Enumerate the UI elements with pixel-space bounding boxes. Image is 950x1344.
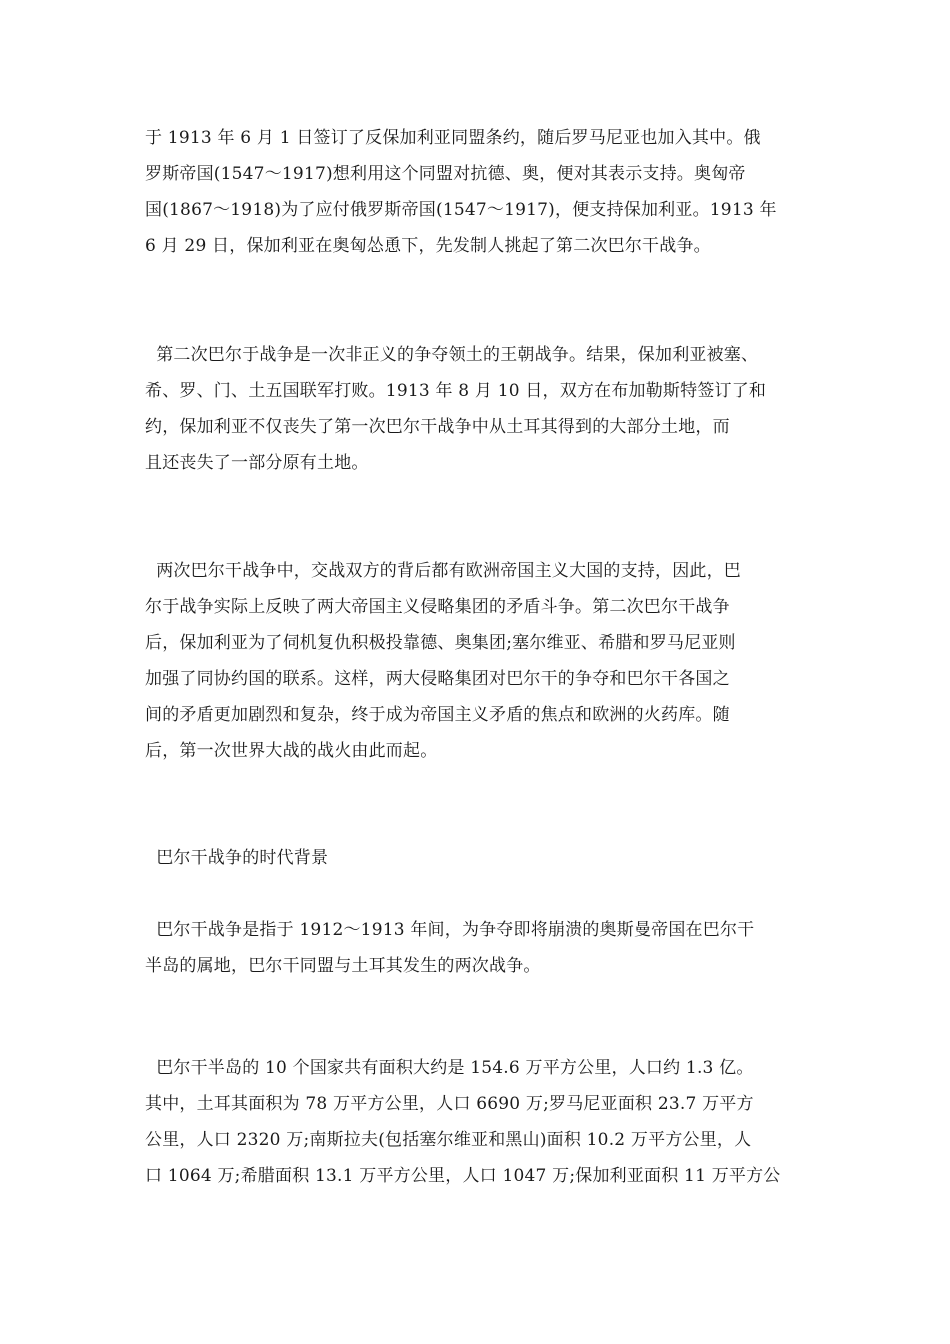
paragraph-war-definition [145,912,815,984]
text-line: 其中，土耳其面积为 78 万平方公里，人口 6690 万;罗马尼亚面积 23.7 万平方 [145,1094,754,1114]
text-line: 两次巴尔干战争中，交战双方的背后都有欧洲帝国主义大国的支持，因此，巴 [145,561,742,581]
text-line: 且还丧失了一部分原有土地。 [145,453,369,473]
text-line: 约，保加利亚不仅丧失了第一次巴尔干战争中从土耳其得到的大部分土地，而 [145,417,730,437]
text-line: 巴尔干半岛的 10 个国家共有面积大约是 154.6 万平方公里，人口约 1.3 亿。 [145,1058,754,1078]
text-line: 巴尔干战争是指于 1912～1913 年间，为争夺即将崩溃的奥斯曼帝国在巴尔干 [145,920,755,940]
text-line: 希、罗、门、土五国联军打败。1913 年 8 月 10 日，双方在布加勒斯特签订了和 [145,381,767,401]
section-heading [145,840,815,876]
paragraph-second-balkan-war [145,337,815,481]
paragraph-imperialist-conflict [145,553,815,769]
text-line: 加强了同协约国的联系。这样，两大侵略集团对巴尔干的争夺和巴尔干各国之 [145,669,730,689]
text-line: 半岛的属地，巴尔干同盟与土耳其发生的两次战争。 [145,956,541,976]
paragraph-balkan-alliance-treaty [145,120,815,264]
text-line: 间的矛盾更加剧烈和复杂，终于成为帝国主义矛盾的焦点和欧洲的火药库。随 [145,705,730,725]
text-line: 第二次巴尔于战争是一次非正义的争夺领土的王朝战争。结果，保加利亚被塞、 [145,345,759,365]
text-line: 6 月 29 日，保加利亚在奥匈怂恿下，先发制人挑起了第二次巴尔干战争。 [145,236,711,256]
text-line: 后，第一次世界大战的战火由此而起。 [145,741,438,761]
text-line: 于 1913 年 6 月 1 日签订了反保加利亚同盟条约，随后罗马尼亚也加入其中。俄 [145,128,761,148]
text-line: 尔于战争实际上反映了两大帝国主义侵略集团的矛盾斗争。第二次巴尔干战争 [145,597,730,617]
text-line: 公里，人口 2320 万;南斯拉夫(包括塞尔维亚和黑山)面积 10.2 万平方公里，人 [145,1130,752,1150]
paragraph-peninsula-statistics [145,1050,815,1194]
text-line: 罗斯帝国(1547～1917)想利用这个同盟对抗德、奥，便对其表示支持。奥匈帝 [145,164,746,184]
text-line: 后，保加利亚为了伺机复仇积极投靠德、奥集团;塞尔维亚、希腊和罗马尼亚则 [145,633,736,653]
heading-text: 巴尔干战争的时代背景 [145,848,329,868]
text-line: 国(1867～1918)为了应付俄罗斯帝国(1547～1917)，便支持保加利亚。1913 年 [145,200,777,220]
text-line: 口 1064 万;希腊面积 13.1 万平方公里，人口 1047 万;保加利亚面积 11 万平方公 [145,1166,781,1186]
